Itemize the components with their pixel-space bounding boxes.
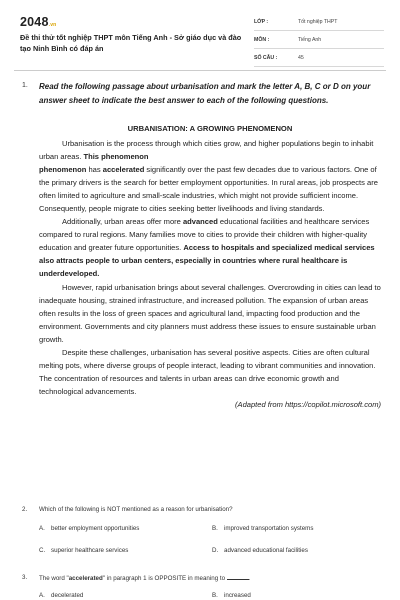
page-header — [14, 10, 386, 68]
meta-row-class — [254, 17, 384, 31]
question-text: Which of the following is NOT mentioned as a reason for urbanisation? — [39, 506, 233, 513]
answer-option[interactable]: A. better employment opportunities — [39, 525, 140, 532]
meta-value: Tốt nghiệp THPT — [298, 19, 338, 25]
question-number: 1. — [22, 82, 28, 89]
answer-option[interactable]: A. decelerated — [39, 592, 84, 599]
header-divider — [14, 70, 386, 71]
meta-label: SỐ CÂU : — [254, 55, 278, 61]
question-instruction: Read the following passage about urbanisation and mark the letter A, B, C or D on your answer sheet to indicate the best answer to each of the following questions. — [39, 82, 371, 105]
answer-option[interactable]: C. superior healthcare services — [39, 547, 129, 554]
meta-label: LỚP : — [254, 19, 269, 25]
passage-paragraph-2: Additionally, urban areas offer more advanced educational facilities and healthcare services compared to rural regions. Many families move to cities to provide their children with higher-quality education and greater future opportunities. Access to hospitals and specialized medical services also attracts people to urban centers, especially in countries where rural healthcare is underdeveloped. — [39, 217, 375, 279]
meta-value: 45 — [298, 55, 304, 61]
reading-passage — [39, 122, 381, 411]
answer-option[interactable]: B. increased — [212, 592, 251, 599]
answer-option[interactable]: B. improved transportation systems — [212, 525, 314, 532]
passage-paragraph-1: Urbanisation is the process through which cities grow, and higher populations begin to inhabit urban areas. This phenomenon phenomenon has accelerated significantly over the past few decades due to various factors. One of the primary drivers is the search for better employment opportunities. In rural areas, job prospects are often limited to agriculture and small-scale industries, which might not provide sufficient income. Consequently, people migrate to cities seeking better livelihoods and living standards. — [39, 138, 378, 213]
question-text: The word "accelerated" in paragraph 1 is OPPOSITE in meaning to . — [39, 575, 251, 582]
meta-row-subject — [254, 35, 384, 49]
question-number: 2. — [22, 506, 28, 513]
answer-option[interactable]: D. advanced educational facilities — [212, 547, 308, 554]
passage-paragraph-4: Despite these challenges, urbanisation has several positive aspects. Cities are often cultural melting pots, where diverse groups of people interact, leading to vibrant communities and innovation. The concentration of resources and talents in urban areas can drive economic growth and technological advancements. — [39, 348, 376, 397]
meta-label: MÔN : — [254, 37, 270, 43]
answer-blank — [227, 574, 249, 580]
question-number: 3. — [22, 574, 28, 581]
passage-source: (Adapted from https://copilot.microsoft.com) — [235, 400, 381, 410]
passage-paragraph-3: However, rapid urbanisation brings about several challenges. Overcrowding in cities can lead to inadequate housing, strained infrastructure, and increased pollution. The expansion of urban areas often results in the loss of green spaces and agricultural land, impacting food production and the environment. Governments and city planners must address these issues to ensure sustainable urban growth. — [39, 282, 381, 344]
site-logo[interactable]: 2048.vn — [20, 15, 57, 29]
passage-title: URBANISATION: A GROWING PHENOMENON — [127, 124, 293, 133]
meta-value: Tiếng Anh — [298, 37, 322, 43]
exam-meta — [254, 17, 384, 71]
exam-title: Đề thi thử tốt nghiệp THPT môn Tiếng Anh - Sở giáo dục và đào tạo Ninh Bình có đáp án — [20, 33, 242, 53]
meta-row-count — [254, 53, 384, 67]
